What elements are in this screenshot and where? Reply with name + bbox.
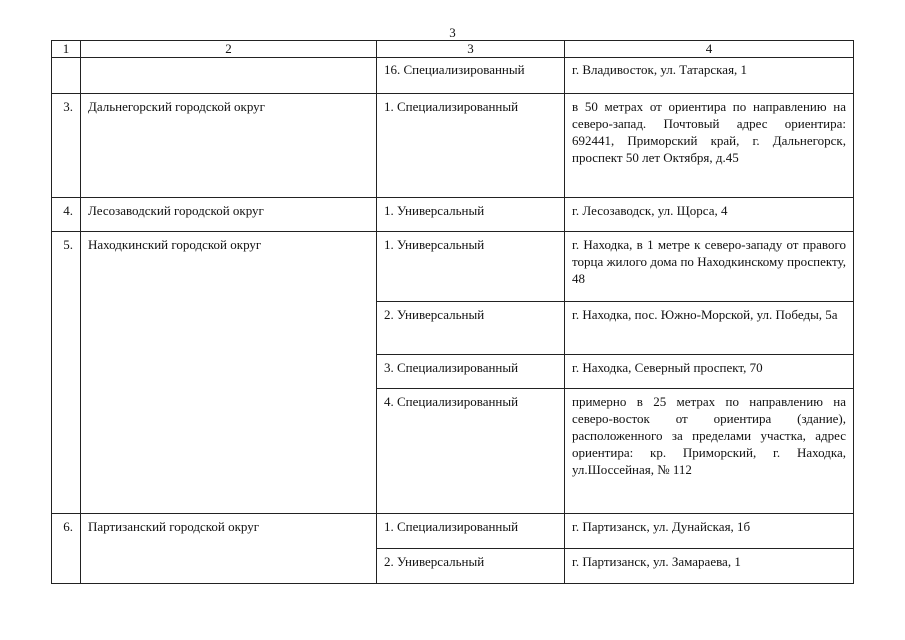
row-number: 4. (52, 198, 81, 232)
market-type-cell: 1. Специализированный (377, 514, 565, 549)
address-cell: г. Находка, в 1 метре к северо-западу от правого торца жилого дома по Находкинскому проспекту, 48 (565, 232, 854, 302)
header-col-2: 2 (81, 41, 377, 58)
address-cell: в 50 метрах от ориентира по направлению на северо-запад. Почтовый адрес ориентира: 692441, Приморский край, г. Дальнегорск, проспект 50 лет Октября, д.45 (565, 94, 854, 198)
address-cell: г. Находка, пос. Южно-Морской, ул. Победы, 5а (565, 302, 854, 355)
row-number: 5. (52, 232, 81, 514)
table-row (52, 514, 854, 549)
row-number (52, 58, 81, 94)
market-type-cell: 1. Специализированный (377, 94, 565, 198)
table-row (52, 232, 854, 302)
district-cell (81, 58, 377, 94)
market-type-cell: 2. Универсальный (377, 549, 565, 584)
district-cell: Находкинский городской округ (81, 232, 377, 514)
market-type-cell: 1. Универсальный (377, 232, 565, 302)
header-col-1: 1 (52, 41, 81, 58)
row-number: 6. (52, 514, 81, 584)
address-cell: г. Владивосток, ул. Татарская, 1 (565, 58, 854, 94)
header-col-3: 3 (377, 41, 565, 58)
market-type-cell: 1. Универсальный (377, 198, 565, 232)
market-type-cell: 2. Универсальный (377, 302, 565, 355)
address-cell: г. Партизанск, ул. Дунайская, 1б (565, 514, 854, 549)
district-cell: Дальнегорский городской округ (81, 94, 377, 198)
page-number: 3 (449, 25, 456, 40)
table-row (52, 58, 854, 94)
district-cell: Лесозаводский городской округ (81, 198, 377, 232)
table-row (52, 198, 854, 232)
address-cell: г. Находка, Северный проспект, 70 (565, 355, 854, 389)
row-number: 3. (52, 94, 81, 198)
market-table (51, 40, 854, 584)
address-cell: г. Лесозаводск, ул. Щорса, 4 (565, 198, 854, 232)
header-row (52, 41, 854, 58)
address-cell: примерно в 25 метрах по направлению на северо-восток от ориентира (здание), расположенного за пределами участка, адрес ориентира: кр. Приморский, г. Находка, ул.Шоссейная, № 112 (565, 389, 854, 514)
header-col-4: 4 (565, 41, 854, 58)
market-type-cell: 3. Специализированный (377, 355, 565, 389)
address-cell: г. Партизанск, ул. Замараева, 1 (565, 549, 854, 584)
market-type-cell: 4. Специализированный (377, 389, 565, 514)
table-row (52, 94, 854, 198)
market-type-cell: 16. Специализированный (377, 58, 565, 94)
district-cell: Партизанский городской округ (81, 514, 377, 584)
